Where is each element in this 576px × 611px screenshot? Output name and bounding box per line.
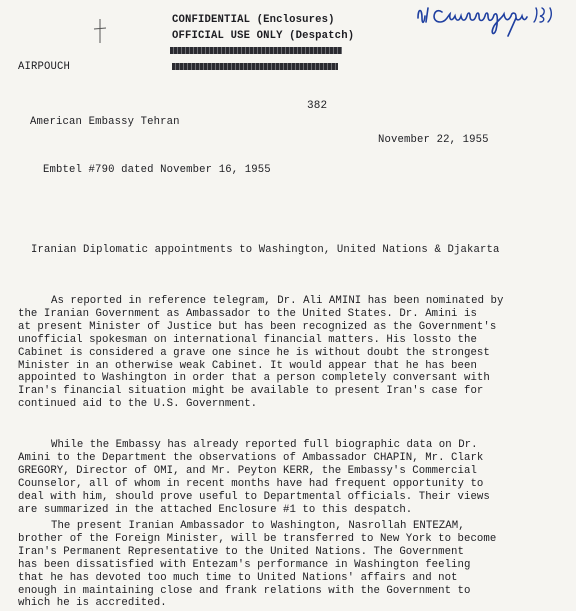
classification-line-2: OFFICIAL USE ONLY (Despatch) (172, 30, 355, 42)
text-line: Cabinet is considered a grave one since he is without doubt the strongest (18, 346, 490, 359)
text-line: Counselor, all of whom in recent months have had frequent opportunity to (18, 477, 484, 490)
text-line: Iran's Permanent Representative to the United Nations. The Government (18, 545, 464, 558)
text-line: As reported in reference telegram, Dr. Ali AMINI has been nominated by (51, 295, 504, 307)
text-line: GREGORY, Director of OMI, and Mr. Peyton KERR, the Embassy's Commercial (18, 464, 477, 477)
paragraph-2 (18, 439, 518, 516)
text-line: are summarized in the attached Enclosure #1 to this despatch. (18, 503, 413, 516)
text-line: continued aid to the U.S. Government. (18, 398, 258, 411)
text-line: enough in maintaining close and frank relations with the Government to (18, 584, 471, 597)
sender: American Embassy Tehran (30, 116, 180, 128)
handwritten-signature (412, 0, 576, 40)
text-line: that he has devoted too much time to United Nations' affairs and not (18, 571, 458, 584)
subject-line: Iranian Diplomatic appointments to Washington, United Nations & Djakarta (31, 244, 500, 256)
text-line: While the Embassy has already reported full biographic data on Dr. (51, 439, 478, 451)
paragraph-1 (18, 295, 518, 411)
text-line: Minister in an otherwise weak Cabinet. It would appear that he has been (18, 359, 477, 372)
despatch-date: November 22, 1955 (378, 134, 489, 146)
text-line: deal with him, should prove useful to Departmental officials. Their views (18, 490, 490, 503)
classification-line-1: CONFIDENTIAL (Enclosures) (172, 14, 335, 26)
text-line: The present Iranian Ambassador to Washington, Nasrollah ENTEZAM, (51, 520, 465, 532)
paragraph-3 (18, 520, 518, 610)
text-line: the Iranian Government as Ambassador to the United States. Dr. Amini is (18, 307, 477, 320)
text-line: which he is accredited. (18, 597, 167, 610)
text-line: Amini to the Department the observations of Ambassador CHAPIN, Mr. Clark (18, 451, 484, 464)
struck-out-line-2 (172, 63, 338, 70)
despatch-number: 382 (307, 100, 328, 112)
handwritten-cross-mark (92, 18, 108, 44)
airpouch-label: AIRPOUCH (18, 61, 71, 73)
text-line: Iran's financial situation might be available to present Iran's case for (18, 385, 484, 398)
reference-telegram: Embtel #790 dated November 16, 1955 (43, 164, 271, 176)
text-line: brother of the Foreign Minister, will be transferred to New York to become (18, 532, 497, 545)
text-line: appointed to Washington in order that a person completely conversant with (18, 372, 490, 385)
text-line: at present Minister of Justice but has been recognized as the Government's (18, 320, 497, 333)
struck-out-line-1 (170, 47, 342, 54)
text-line: has been dissatisfied with Entezam's performance in Washington feeling (18, 558, 471, 571)
text-line: unofficial spokesman on international financial matters. His lossto the (18, 333, 477, 346)
